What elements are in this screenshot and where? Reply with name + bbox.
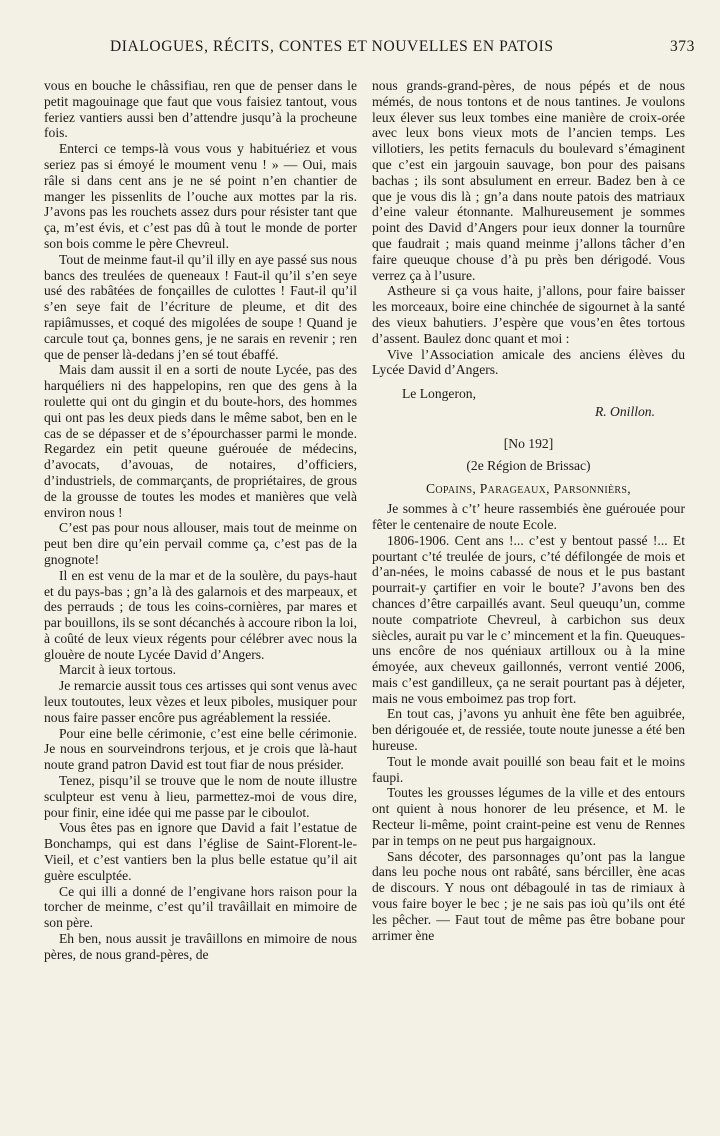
paragraph: Ce qui illi a donné de l’engivane hors raison pour la torcher de meinme, c’est qu’il travâillait en mimoire de son père. (44, 883, 357, 931)
paragraph: Tout de meinme faut-il qu’il illy en aye passé sus nous bancs des treulées de queneaux ! Faut-il qu’il s’en seye usé des rabâtées de fonçailles de culottes ! Faut-il qu’il s’en seye fait de l’écriture de pleume, et dit des rapiâmusses, et coqué des migolées de soupe ! Quand je carcule tout ça, bonnes gens, je ne sarais en revenir ; ren que de penser là-dedans j’en sé tout ébaffé. (44, 251, 357, 362)
paragraph: Eh ben, nous aussit je travâillons en mimoire de nous pères, de nous grand-pères, de (44, 931, 357, 962)
paragraph: nous grands-grand-pères, de nous pépés et de nous mémés, de nous tontons et de nous tantines. Je voulons leux élever sus leux tombes eine manière de croix-orée avec leux bons vieux mots de l’ancien temps. Les villotiers, les petits fernaculs du boulevard s’émaginent que c’est ein jargouin sauvage, bon pour des paisans bachas ; ils sont absulument en erreur. Badez ben à ce que je vous dis là ; gn’a dans noute patois des matriaux d’eine valeur étonnante. Malhureusement je sommes point des David d’Angers pour ieux donner la tournûre que faudrait ; mais quand meinme j’allons tâcher d’en faire queuque chouse d’à pu près ben dérigodé. Vous verrez ça à l’usure. (372, 78, 685, 283)
paragraph: Je sommes à c’t’ heure rassembiés ène guérouée pour fêter le centenaire de noute Ecole. (372, 501, 685, 532)
paragraph: Sans décoter, des parsonnages qu’ont pas la langue dans leu poche nous ont rabâté, sans bérciller, ène acas de discours. Y nous ont débagoulé in tas de rimiaux à vous faire boyer le bec ; je ne sais pas ioù qu’ils ont été les pêcher. — Faut tout de même pas être bobane pour arrimer ène (372, 848, 685, 943)
paragraph: C’est pas pour nous allouser, mais tout de meinme on peut ben dire qu’ein pervail comme ça, c’est pas de la gnognote! (44, 520, 357, 567)
right-column (372, 78, 685, 1108)
paragraph: Je remarcie aussit tous ces artisses qui sont venus avec leux toutoutes, leux vèzes et leux piboles, musiquer pour nous faire passer encôre pus agréablement la ressiée. (44, 678, 357, 725)
paragraph: Vive l’Association amicale des anciens élèves du Lycée David d’Angers. (372, 346, 685, 378)
paragraph: Mais dam aussit il en a sorti de noute Lycée, pas des harquéliers ni des happelopins, ren que des gens à la roulette qui ont du gingin et du boute-hors, des hommes qui ont pas les deux pieds dans le même sabot, ben en le cas de se dépasser et de s’épourchasser parmi le monde. Regardez ein petit queune guérouée de médecins, d’avocats, d’avouas, de notaires, d’officiers, d’industriels, de commarçants, de propriétaires, de grous de la grousse de toutes les modes et manières que velà environ nous ! (44, 362, 357, 520)
paragraph: Astheure si ça vous haite, j’allons, pour faire baisser les morceaux, boire eine chinchée de sigournet à la santé des vieux bahutiers. J’espère que vous’en êtes tortous d’assent. Baulez donc quant et moi : (372, 283, 685, 346)
paragraph: Vous êtes pas en ignore que David a fait l’estatue de Bonchamps, qui est dans l’église de Saint-Florent-le-Vieil, et c’est vantiers ben la plus belle estatue qu’il ait guère esculptée. (44, 820, 357, 883)
entry-title: Copains, Parageaux, Parsonnièrs, (426, 481, 631, 497)
entry-number: [No 192] (503, 435, 554, 451)
paragraph: Il en est venu de la mar et de la soulère, du pays-haut et du pays-bas ; gn’a là des galarnois et des marpeaux, et des perrauds ; de tous les coins-cornières, par mares et par bouillons, ils se sont décanchés à accoure ribon la loi, à coûté de leux vieux régents pour célébrer avec nous la glouère de noute Lycée David d’Angers. (44, 567, 357, 662)
paragraph: En tout cas, j’avons yu anhuit ène fête ben aguibrée, ben dérigouée et, de ressiée, toute noute junesse a été ben hureuse. (372, 706, 685, 754)
paragraph: Pour eine belle cérimonie, c’est eine belle cérimonie. Je nous en sourveindrons terjous, et je crois que là-haut noute grand patron David est tout fiar de nous présider. (44, 725, 357, 773)
paragraph: Tenez, pisqu’il se trouve que le nom de noute illustre sculpteur est venu à lieu, parmettez-moi de vous dire, pour finir, eine idée qui me passe par le ciboulot. (44, 773, 357, 820)
paragraph: Enterci ce temps-là vous vous y habituériez et vous seriez pas si émoyé le moument venu ! » — Oui, mais râle si dans cent ans je ne sé point n’en chantier de manger les pissenlits de l’ouche aux mottes par la ris. J’avons pas les rouchets assez durs pour résister tant que ça, m’est évis, et c’est pas dû à tout le monde de porter son bois comme le père Chevreul. (44, 141, 357, 251)
paragraph: Toutes les grousses légumes de la ville et des entours ont quient à nous honorer de leu présence, et M. le Recteur li-même, point craint-peine est venu de Rennes par in temps on ne peut pus hargaignoux. (372, 785, 685, 848)
page-number: 373 (669, 38, 695, 55)
running-title: DIALOGUES, RÉCITS, CONTES ET NOUVELLES EN PATOIS (110, 38, 554, 55)
paragraph: vous en bouche le châssifiau, ren que de penser dans le petit magouinage que faut que vous faisiez tantout, vous feriez vantiers aussi ben d’attendre jusqu’à la procheune fois. (44, 78, 357, 141)
paragraph: 1806-1906. Cent ans !... c’est y bentout passé !... Et pourtant c’té treulée de jours, c’té défilongée de mois et d’an-nées, le moins cabassé de nous et le pus bastant pourrait-y çartifier en voir le boute? J’avons ben des chances d’être carpaillés avant. Seul queuqu’un, comme noute compatriote Chevreul, à carbichon sus deux siècles, aurait pu var le c’ mincement et la fin. Queuques-uns encôre de nos quéniaux artilloux ou à la mine émoyée, aux cheveux gaillonnés, verront ventié 2006, mais c’est gandilleux, ça ne serait pourtant pas à déjeter, mais ne vous emboimez pas trop fort. (372, 532, 685, 706)
signature-author: R. Onillon. (594, 403, 655, 419)
signature-place: Le Longeron, (402, 386, 476, 402)
left-column (44, 78, 357, 1108)
paragraph: Marcit à ieux tortous. (59, 662, 177, 678)
entry-region: (2e Région de Brissac) (466, 457, 591, 473)
paragraph: Tout le monde avait pouillé son beau fait et le moins faupi. (372, 753, 685, 785)
